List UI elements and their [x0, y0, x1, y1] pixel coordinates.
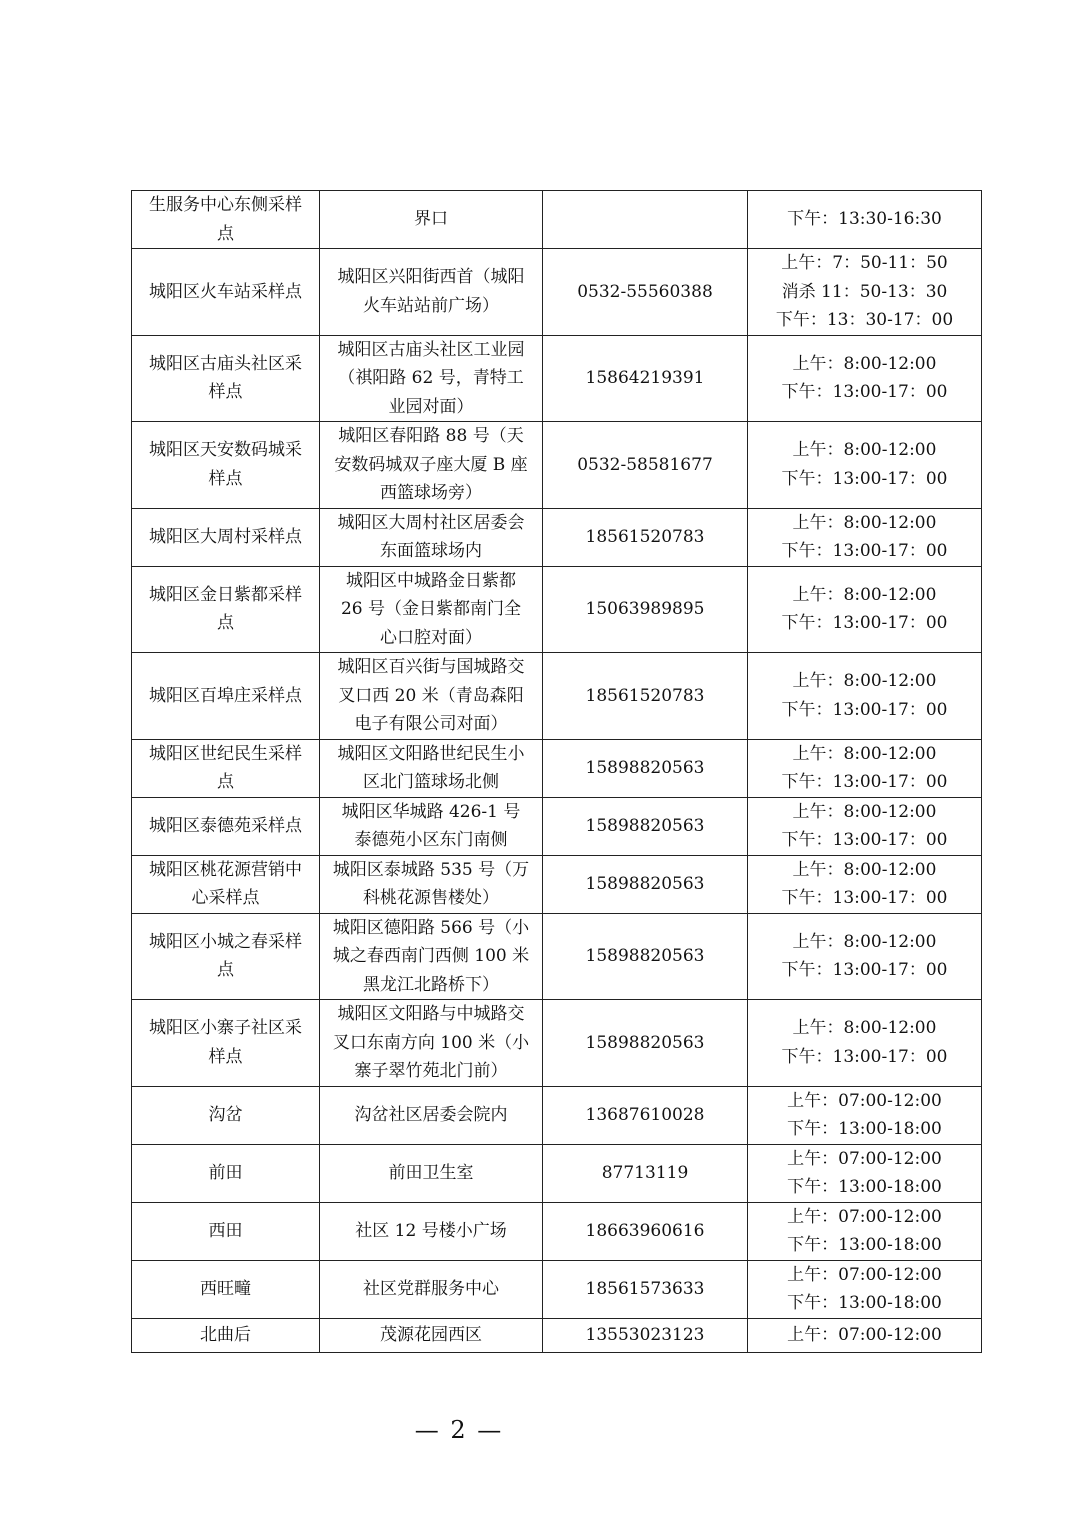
phone-cell: 15898820563 [543, 913, 748, 1000]
hours-cell: 下午：13:30-16:30 [748, 191, 982, 249]
site-name-cell: 西田 [132, 1202, 320, 1260]
phone-cell: 18561520783 [543, 653, 748, 740]
phone-cell: 13553023123 [543, 1318, 748, 1352]
address-cell: 社区党群服务中心 [320, 1260, 543, 1318]
table-row [132, 1260, 982, 1318]
phone-cell: 18561520783 [543, 508, 748, 566]
address-cell: 城阳区文阳路世纪民生小 区北门篮球场北侧 [320, 739, 543, 797]
hours-cell: 上午：8:00-12:00 下午：13:00-17：00 [748, 797, 982, 855]
site-name-cell: 城阳区世纪民生采样 点 [132, 739, 320, 797]
address-cell: 城阳区古庙头社区工业园 （祺阳路 62 号，青特工 业园对面） [320, 335, 543, 422]
site-name-cell: 城阳区大周村采样点 [132, 508, 320, 566]
site-name-cell: 沟岔 [132, 1086, 320, 1144]
table-row [132, 1144, 982, 1202]
hours-cell: 上午：8:00-12:00 下午：13:00-17：00 [748, 335, 982, 422]
phone-cell: 15898820563 [543, 797, 748, 855]
site-name-cell: 城阳区金日紫都采样 点 [132, 566, 320, 653]
table-row [132, 1202, 982, 1260]
table-row [132, 191, 982, 249]
table-row [132, 913, 982, 1000]
site-name-cell: 城阳区百埠庄采样点 [132, 653, 320, 740]
sampling-sites-table [131, 190, 982, 1353]
hours-cell: 上午：8:00-12:00 下午：13:00-17：00 [748, 913, 982, 1000]
site-name-cell: 城阳区小城之春采样 点 [132, 913, 320, 1000]
table-row [132, 653, 982, 740]
site-name-cell: 城阳区桃花源营销中 心采样点 [132, 855, 320, 913]
address-cell: 城阳区德阳路 566 号（小 城之春西南门西侧 100 米 黑龙江北路桥下） [320, 913, 543, 1000]
address-cell: 社区 12 号楼小广场 [320, 1202, 543, 1260]
address-cell: 城阳区中城路金日紫都 26 号（金日紫都南门全 心口腔对面） [320, 566, 543, 653]
site-name-cell: 城阳区火车站采样点 [132, 249, 320, 336]
table-body [132, 191, 982, 1353]
hours-cell: 上午：07:00-12:00 [748, 1318, 982, 1352]
address-cell: 城阳区兴阳街西首（城阳 火车站站前广场） [320, 249, 543, 336]
address-cell: 前田卫生室 [320, 1144, 543, 1202]
address-cell: 沟岔社区居委会院内 [320, 1086, 543, 1144]
site-name-cell: 城阳区天安数码城采 样点 [132, 422, 320, 509]
site-name-cell: 北曲后 [132, 1318, 320, 1352]
hours-cell: 上午：07:00-12:00 下午：13:00-18:00 [748, 1260, 982, 1318]
table-row [132, 855, 982, 913]
address-cell: 城阳区春阳路 88 号（天 安数码城双子座大厦 B 座 西篮球场旁） [320, 422, 543, 509]
site-name-cell: 城阳区泰德苑采样点 [132, 797, 320, 855]
hours-cell: 上午：7：50-11：50 消杀 11：50-13：30 下午：13：30-17：00 [748, 249, 982, 336]
site-name-cell: 城阳区小寨子社区采 样点 [132, 1000, 320, 1087]
hours-cell: 上午：8:00-12:00 下午：13:00-17：00 [748, 739, 982, 797]
address-cell: 城阳区百兴街与国城路交 叉口西 20 米（青岛森阳 电子有限公司对面） [320, 653, 543, 740]
address-cell: 城阳区大周村社区居委会 东面篮球场内 [320, 508, 543, 566]
hours-cell: 上午：8:00-12:00 下午：13:00-17：00 [748, 422, 982, 509]
table-row [132, 739, 982, 797]
address-cell: 城阳区泰城路 535 号（万 科桃花源售楼处） [320, 855, 543, 913]
phone-cell: 0532-58581677 [543, 422, 748, 509]
hours-cell: 上午：8:00-12:00 下午：13:00-17：00 [748, 566, 982, 653]
table-row [132, 1318, 982, 1352]
table-row [132, 1086, 982, 1144]
phone-cell: 0532-55560388 [543, 249, 748, 336]
site-name-cell: 城阳区古庙头社区采 样点 [132, 335, 320, 422]
phone-cell: 15898820563 [543, 855, 748, 913]
hours-cell: 上午：8:00-12:00 下午：13:00-17：00 [748, 1000, 982, 1087]
address-cell: 城阳区华城路 426-1 号 泰德苑小区东门南侧 [320, 797, 543, 855]
table-row [132, 422, 982, 509]
phone-cell: 15864219391 [543, 335, 748, 422]
table-row [132, 1000, 982, 1087]
hours-cell: 上午：07:00-12:00 下午：13:00-18:00 [748, 1202, 982, 1260]
site-name-cell: 西旺疃 [132, 1260, 320, 1318]
address-cell: 界口 [320, 191, 543, 249]
table-row [132, 566, 982, 653]
page-number: — 2 — [414, 1416, 504, 1444]
site-name-cell: 前田 [132, 1144, 320, 1202]
table-row [132, 249, 982, 336]
phone-cell: 13687610028 [543, 1086, 748, 1144]
site-name-cell: 生服务中心东侧采样 点 [132, 191, 320, 249]
table-row [132, 335, 982, 422]
phone-cell: 15898820563 [543, 739, 748, 797]
hours-cell: 上午：8:00-12:00 下午：13:00-17：00 [748, 855, 982, 913]
phone-cell: 15063989895 [543, 566, 748, 653]
address-cell: 茂源花园西区 [320, 1318, 543, 1352]
hours-cell: 上午：8:00-12:00 下午：13:00-17：00 [748, 653, 982, 740]
table-row [132, 797, 982, 855]
phone-cell: 15898820563 [543, 1000, 748, 1087]
hours-cell: 上午：07:00-12:00 下午：13:00-18:00 [748, 1144, 982, 1202]
phone-cell: 87713119 [543, 1144, 748, 1202]
phone-cell [543, 191, 748, 249]
hours-cell: 上午：8:00-12:00 下午：13:00-17：00 [748, 508, 982, 566]
table-row [132, 508, 982, 566]
address-cell: 城阳区文阳路与中城路交 叉口东南方向 100 米（小 寨子翠竹苑北门前） [320, 1000, 543, 1087]
phone-cell: 18561573633 [543, 1260, 748, 1318]
phone-cell: 18663960616 [543, 1202, 748, 1260]
hours-cell: 上午：07:00-12:00 下午：13:00-18:00 [748, 1086, 982, 1144]
